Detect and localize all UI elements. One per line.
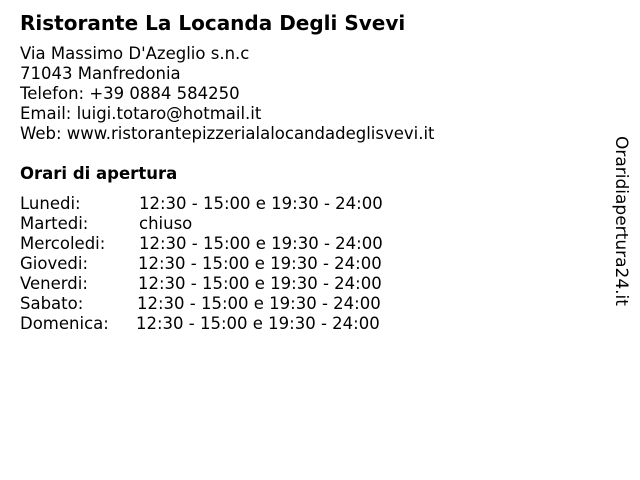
hours-value: chiuso bbox=[139, 214, 193, 233]
day-label: Giovedi: bbox=[20, 254, 88, 273]
hours-value: 12:30 - 15:00 e 19:30 - 24:00 bbox=[137, 294, 381, 313]
street-address: Via Massimo D'Azeglio s.n.c bbox=[20, 44, 250, 63]
hours-value: 12:30 - 15:00 e 19:30 - 24:00 bbox=[136, 314, 380, 333]
phone-number: Telefon: +39 0884 584250 bbox=[20, 84, 240, 103]
day-label: Domenica: bbox=[20, 314, 109, 333]
day-label: Lunedi: bbox=[20, 194, 81, 213]
day-label: Martedi: bbox=[20, 214, 89, 233]
day-label: Sabato: bbox=[20, 294, 84, 313]
site-watermark: Oraridiapertura24.it bbox=[611, 136, 631, 306]
day-label: Venerdi: bbox=[20, 274, 88, 293]
hours-value: 12:30 - 15:00 e 19:30 - 24:00 bbox=[139, 194, 383, 213]
contact-block bbox=[20, 44, 435, 144]
business-name: Ristorante La Locanda Degli Svevi bbox=[20, 11, 406, 35]
hours-value: 12:30 - 15:00 e 19:30 - 24:00 bbox=[138, 254, 382, 273]
hours-value: 12:30 - 15:00 e 19:30 - 24:00 bbox=[138, 274, 382, 293]
hours-value: 12:30 - 15:00 e 19:30 - 24:00 bbox=[139, 234, 383, 253]
email-address: Email: luigi.totaro@hotmail.it bbox=[20, 104, 262, 123]
website: Web: www.ristorantepizzerialalocandadeglisvevi.it bbox=[20, 124, 435, 143]
hours-heading: Orari di apertura bbox=[20, 164, 178, 183]
day-label: Mercoledi: bbox=[20, 234, 106, 253]
city-address: 71043 Manfredonia bbox=[20, 64, 181, 83]
